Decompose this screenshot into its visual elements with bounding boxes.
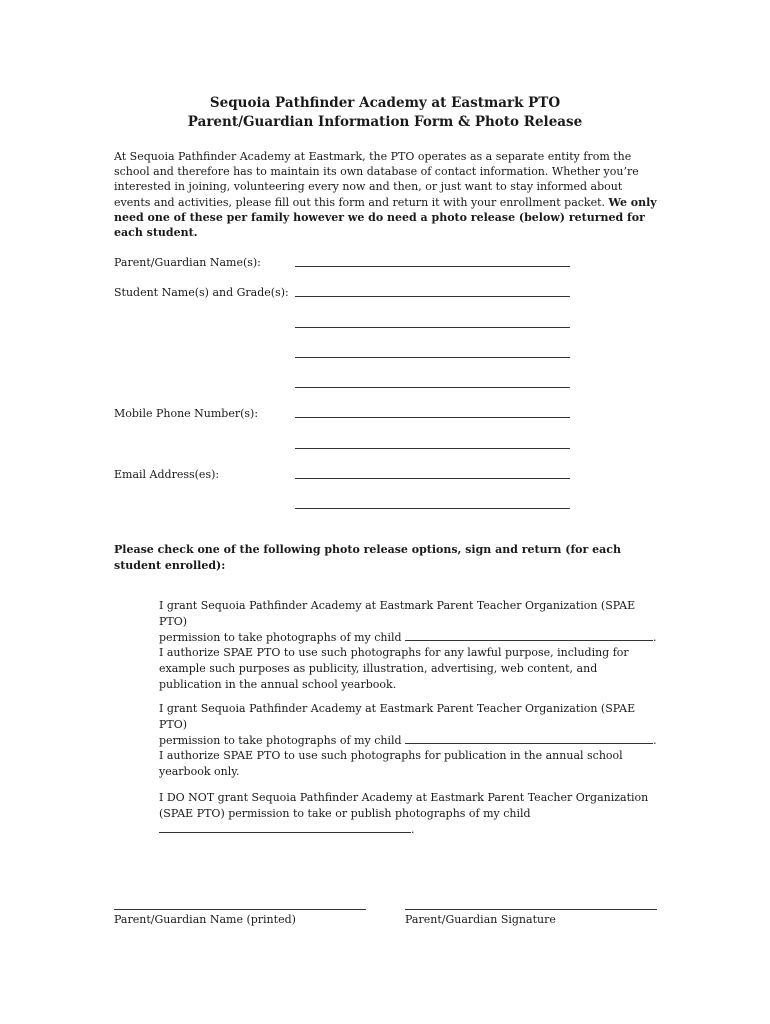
option-2-line-2: permission to take photographs of my child bbox=[159, 733, 402, 747]
phone-field-2[interactable] bbox=[295, 448, 570, 449]
email-field-2[interactable] bbox=[295, 508, 570, 509]
option-2-child-name-field[interactable] bbox=[405, 733, 653, 744]
option-3-line-1: I DO NOT grant Sequoia Pathfinder Academy at Eastmark Parent Teacher Organization bbox=[159, 791, 649, 804]
option-2-line-1: I grant Sequoia Pathfinder Academy at Eastmark Parent Teacher Organization (SPAE PTO) bbox=[159, 702, 636, 731]
signature-label: Parent/Guardian Signature bbox=[405, 913, 556, 926]
student-name-field-1[interactable] bbox=[295, 296, 570, 297]
option-1-child-name-field[interactable] bbox=[405, 630, 653, 641]
phone-label: Mobile Phone Number(s): bbox=[114, 407, 259, 420]
email-label: Email Address(es): bbox=[114, 468, 220, 481]
parent-name-label: Parent/Guardian Name(s): bbox=[114, 256, 261, 269]
photo-option-1[interactable]: I grant Sequoia Pathfinder Academy at Eastmark Parent Teacher Organization (SPAE PTO) permission to take photographs of my child . I authorize SPAE PTO to use such photographs for any lawful purpose, including for example such purposes as publicity, illustration, advertising, web content, and publication in the annual school yearbook. bbox=[159, 599, 657, 691]
student-names-label: Student Name(s) and Grade(s): bbox=[114, 286, 289, 299]
photo-option-3[interactable]: I DO NOT grant Sequoia Pathfinder Academy at Eastmark Parent Teacher Organization (SPAE PTO) permission to take or publish photographs of my child . bbox=[159, 791, 649, 836]
student-name-field-4[interactable] bbox=[295, 387, 570, 388]
option-2-description: I authorize SPAE PTO to use such photographs for publication in the annual school yearbook only. bbox=[159, 749, 623, 779]
option-1-line-1: I grant Sequoia Pathfinder Academy at Eastmark Parent Teacher Organization (SPAE PTO) bbox=[159, 599, 636, 628]
intro-emphasis: We only need one of these per family however we do need a photo release (below) returned for each student. bbox=[114, 195, 657, 240]
parent-name-field[interactable] bbox=[295, 266, 570, 267]
phone-field-1[interactable] bbox=[295, 417, 570, 418]
printed-name-label: Parent/Guardian Name (printed) bbox=[114, 913, 296, 926]
option-1-description: I authorize SPAE PTO to use such photographs for any lawful purpose, including for example such purposes as publicity, illustration, advertising, web content, and publication in the annual school yearbook. bbox=[159, 646, 629, 691]
student-name-field-2[interactable] bbox=[295, 327, 570, 328]
option-1-line-2: permission to take photographs of my child bbox=[159, 630, 402, 644]
photo-option-2[interactable]: I grant Sequoia Pathfinder Academy at Eastmark Parent Teacher Organization (SPAE PTO) permission to take photographs of my child . I authorize SPAE PTO to use such photographs for publication in the annual school yearbook only. bbox=[159, 702, 657, 779]
photo-release-instructions: Please check one of the following photo release options, sign and return (for each student enrolled): bbox=[114, 543, 621, 572]
page-title: Sequoia Pathfinder Academy at Eastmark PTO bbox=[209, 95, 561, 111]
student-name-field-3[interactable] bbox=[295, 357, 570, 358]
intro-text: At Sequoia Pathfinder Academy at Eastmark, the PTO operates as a separate entity from the school and therefore has to maintain its own database of contact information. Whether you’re interested in joining, volunteering every now and then, or just want to stay informed about events and activities, please fill out this form and return it with your enrollment packet. bbox=[114, 150, 639, 209]
option-3-child-name-field[interactable] bbox=[159, 822, 411, 833]
option-3-line-2: (SPAE PTO) permission to take or publish photographs of my child bbox=[159, 806, 531, 820]
page-subtitle: Parent/Guardian Information Form & Photo Release bbox=[187, 114, 583, 130]
intro-paragraph bbox=[114, 149, 662, 240]
signature-field[interactable] bbox=[405, 909, 657, 910]
printed-name-field[interactable] bbox=[114, 909, 366, 910]
email-field-1[interactable] bbox=[295, 478, 570, 479]
